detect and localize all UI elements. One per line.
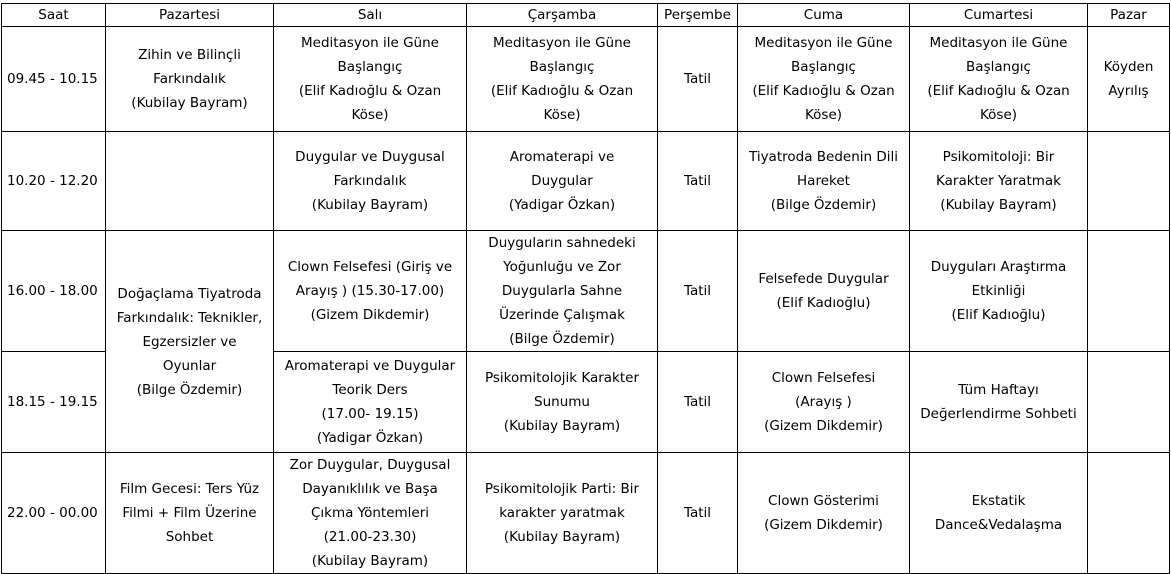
cell-line: Değerlendirme Sohbeti: [920, 406, 1077, 422]
header-carsamba: Çarşamba: [467, 4, 658, 27]
header-sali: Salı: [274, 4, 467, 27]
cell-cumartesi: [910, 132, 1088, 231]
cell-cumartesi: [910, 453, 1088, 574]
cell-persembe: [658, 453, 738, 574]
table-row: [2, 231, 1170, 352]
cell-pazartesi: [106, 132, 274, 231]
cell-line: Filmi + Film Üzerine: [122, 505, 257, 521]
time-cell: 16.00 - 18.00: [2, 231, 106, 352]
cell-line: (21.00-23.30): [323, 529, 417, 545]
cell-line: (17.00- 19.15): [321, 406, 419, 422]
cell-sali: [274, 352, 467, 453]
cell-line: (Elif Kadıoğlu & Ozan: [752, 83, 895, 99]
cell-line: Meditasyon ile Güne: [754, 35, 893, 51]
cell-line: Yoğunluğu ve Zor: [503, 259, 621, 275]
cell-line: Tatil: [683, 283, 712, 299]
cell-line: Ekstatik: [971, 493, 1026, 509]
cell-line: (Kubilay Bayram): [311, 197, 429, 213]
cell-line: (Elif Kadıoğlu & Ozan: [927, 83, 1070, 99]
cell-cumartesi: [910, 231, 1088, 352]
cell-line: (Elif Kadıoğlu): [951, 307, 1046, 323]
cell-line: Psikomitolojik Karakter: [484, 370, 640, 386]
cell-carsamba: [467, 132, 658, 231]
cell-line: Tatil: [683, 71, 712, 87]
cell-line: Köse): [351, 107, 389, 123]
cell-line: (Kubilay Bayram): [503, 418, 621, 434]
cell-line: Arayış ) (15.30-17.00): [295, 283, 445, 299]
cell-line: Tiyatroda Bedenin Dili: [748, 149, 899, 165]
cell-line: Ayrılış: [1108, 83, 1149, 99]
cell-sali: [274, 231, 467, 352]
cell-line: (Gizem Dikdemir): [764, 418, 883, 434]
cell-line: Köse): [543, 107, 581, 123]
cell-line: Karakter Yaratmak: [936, 173, 1061, 189]
cell-line: Film Gecesi: Ters Yüz: [119, 481, 260, 497]
cell-line: Üzerinde Çalışmak: [499, 307, 625, 323]
cell-line: Başlangıç: [337, 59, 403, 75]
cell-pazar: [1088, 352, 1170, 453]
cell-cuma: [738, 352, 910, 453]
cell-line: Meditasyon ile Güne: [929, 35, 1068, 51]
cell-line: Duygularla Sahne: [501, 283, 623, 299]
cell-line: Tatil: [683, 394, 712, 410]
table-row: [2, 27, 1170, 132]
cell-pazar: [1088, 132, 1170, 231]
cell-pazar: [1088, 231, 1170, 352]
cell-line: (Yadigar Özkan): [508, 197, 616, 213]
cell-sali: [274, 453, 467, 574]
cell-cuma: [738, 27, 910, 132]
header-persembe: Perşembe: [658, 4, 738, 27]
cell-line: Psikomitolojik Parti: Bir: [484, 481, 640, 497]
table-row: [2, 453, 1170, 574]
cell-line: (Gizem Dikdemir): [764, 517, 883, 533]
cell-line: Aromaterapi ve: [509, 149, 615, 165]
cell-line: Köse): [804, 107, 843, 123]
cell-line: (Arayış ): [795, 394, 852, 410]
cell-line: Çıkma Yöntemleri: [310, 505, 430, 521]
cell-line: Teorik Ders: [332, 382, 408, 398]
cell-line: Farkındalık: [153, 71, 226, 87]
table-row: [2, 132, 1170, 231]
cell-line: Dance&Vedalaşma: [934, 517, 1063, 533]
cell-line: Farkındalık: Teknikler,: [116, 309, 263, 326]
cell-persembe: [658, 231, 738, 352]
cell-line: Köyden: [1103, 59, 1154, 75]
cell-line: Meditasyon ile Güne: [493, 35, 631, 51]
cell-pazartesi: [106, 453, 274, 574]
cell-persembe: [658, 27, 738, 132]
cell-pazartesi-merged: [106, 231, 274, 453]
cell-sali: [274, 27, 467, 132]
weekly-schedule-table: [1, 3, 1170, 574]
cell-line: karakter yaratmak: [499, 505, 625, 521]
cell-line: Meditasyon ile Güne: [301, 35, 439, 51]
cell-carsamba: [467, 231, 658, 352]
cell-line: Duygular: [531, 173, 593, 189]
cell-line: Zor Duygular, Duygusal: [289, 457, 451, 473]
cell-cuma: [738, 132, 910, 231]
cell-cumartesi: [910, 27, 1088, 132]
cell-line: (Gizem Dikdemir): [310, 307, 430, 323]
cell-line: (Kubilay Bayram): [311, 553, 429, 569]
cell-line: (Yadigar Özkan): [316, 430, 424, 446]
cell-line: Tüm Haftayı: [958, 382, 1039, 398]
cell-line: (Bilge Özdemir): [136, 381, 243, 398]
cell-cuma: [738, 453, 910, 574]
cell-line: Oyunlar: [162, 357, 217, 374]
time-cell: 10.20 - 12.20: [2, 132, 106, 231]
cell-line: Tatil: [683, 173, 712, 189]
cell-line: Başlangıç: [966, 59, 1031, 75]
cell-persembe: [658, 132, 738, 231]
cell-line: Doğaçlama Tiyatroda: [117, 285, 262, 302]
cell-cuma: [738, 231, 910, 352]
cell-line: Duyguların sahnedeki: [488, 235, 636, 251]
cell-line: Felsefede Duygular: [758, 271, 889, 287]
cell-line: Clown Felsefesi (Giriş ve: [287, 259, 453, 275]
cell-carsamba: [467, 453, 658, 574]
cell-line: Tatil: [683, 505, 712, 521]
cell-line: Duyguları Araştırma: [930, 259, 1067, 275]
cell-line: (Bilge Özdemir): [770, 197, 877, 213]
cell-line: Psikomitoloji: Bir: [942, 149, 1055, 165]
header-pazar: Pazar: [1088, 4, 1170, 27]
cell-line: (Kubilay Bayram): [940, 197, 1057, 213]
header-cumartesi: Cumartesi: [910, 4, 1088, 27]
cell-pazar: [1088, 453, 1170, 574]
cell-line: Clown Gösterimi: [768, 493, 879, 509]
cell-line: Egzersizler ve: [142, 333, 237, 350]
cell-line: Etkinliği: [971, 283, 1026, 299]
time-cell: 09.45 - 10.15: [2, 27, 106, 132]
header-saat: Saat: [2, 4, 106, 27]
cell-carsamba: [467, 27, 658, 132]
cell-pazar: [1088, 27, 1170, 132]
cell-sali: [274, 132, 467, 231]
cell-line: Zihin ve Bilinçli: [138, 47, 241, 63]
cell-line: Duygular ve Duygusal: [295, 149, 445, 165]
cell-pazartesi: [106, 27, 274, 132]
cell-line: (Elif Kadıoğlu & Ozan: [490, 83, 634, 99]
cell-line: Başlangıç: [791, 59, 856, 75]
cell-line: Köse): [979, 107, 1018, 123]
cell-persembe: [658, 352, 738, 453]
time-cell: 18.15 - 19.15: [2, 352, 106, 453]
header-pazartesi: Pazartesi: [106, 4, 274, 27]
cell-line: Dayanıklılık ve Başa: [302, 481, 438, 497]
cell-line: (Elif Kadıoğlu & Ozan: [298, 83, 442, 99]
cell-line: (Kubilay Bayram): [131, 95, 248, 111]
cell-line: Aromaterapi ve Duygular: [284, 358, 456, 374]
cell-line: Hareket: [797, 173, 850, 189]
cell-cumartesi: [910, 352, 1088, 453]
header-row: [2, 4, 1170, 27]
cell-line: (Elif Kadıoğlu): [776, 295, 871, 311]
cell-line: Sunumu: [534, 394, 590, 410]
cell-line: Farkındalık: [333, 173, 407, 189]
cell-line: Başlangıç: [529, 59, 595, 75]
time-cell: 22.00 - 00.00: [2, 453, 106, 574]
cell-line: Sohbet: [165, 529, 214, 545]
cell-line: Clown Felsefesi: [771, 370, 876, 386]
cell-line: (Kubilay Bayram): [503, 529, 621, 545]
cell-line: (Bilge Özdemir): [509, 331, 615, 347]
header-cuma: Cuma: [738, 4, 910, 27]
cell-carsamba: [467, 352, 658, 453]
